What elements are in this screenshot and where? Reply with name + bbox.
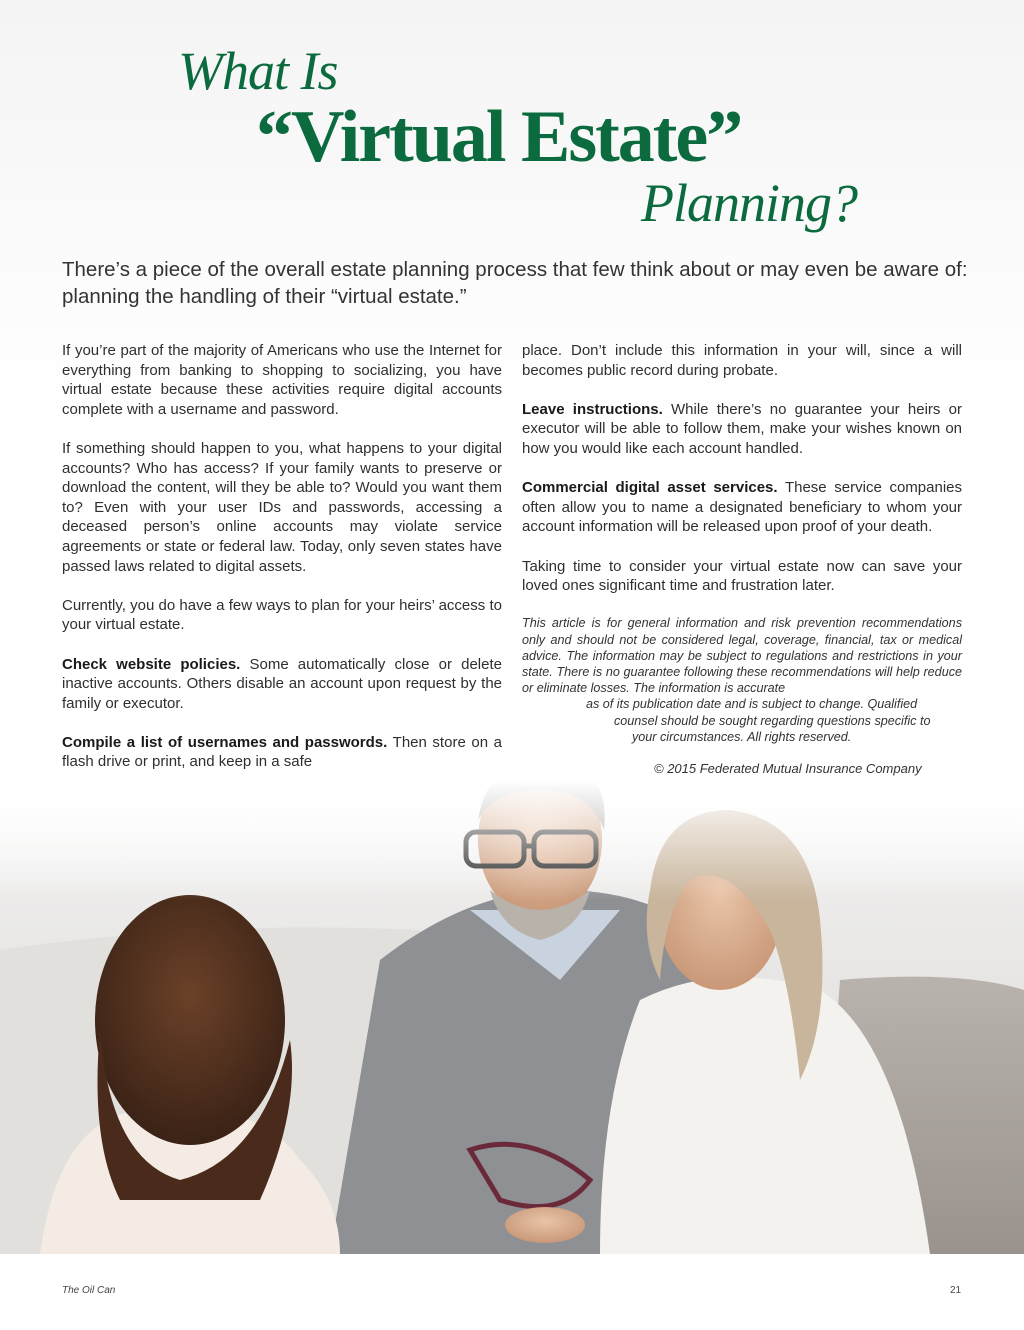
- tip-text: Some automatically close or delete inactive accounts. Others disable an account upon request by the family or executor.: [62, 655, 502, 712]
- right-column: [522, 341, 962, 779]
- publication-name: The Oil Can: [62, 1285, 116, 1296]
- paragraph: [62, 655, 502, 714]
- disclaimer-text: This article is for general information and risk prevention recommendations only and should not be considered legal, coverage, financial, tax or medical advice. The information may be subject to regulations and restrictions in your state. There is no guarantee following these recommendations will help reduce or eliminate losses. The information is accurate: [522, 616, 962, 696]
- couple-consultation-photo: [0, 780, 1024, 1254]
- disclaimer-line: as of its publication date and is subject to change. Qualified: [586, 697, 918, 712]
- disclaimer-line: counsel should be sought regarding questions specific to: [614, 713, 931, 728]
- tip-heading: Leave instructions.: [522, 400, 663, 418]
- tip-text: Then store on a flash drive or print, and keep in a safe: [62, 733, 502, 771]
- paragraph: Taking time to consider your virtual estate now can save your loved ones significant time and frustration later.: [522, 557, 962, 595]
- disclaimer: [522, 615, 962, 745]
- tip-heading: Commercial digital asset services.: [522, 479, 778, 497]
- paragraph: Currently, you do have a few ways to plan for your heirs’ access to your virtual estate.: [62, 596, 502, 634]
- paragraph: [62, 733, 502, 772]
- title-line-virtual-estate: “Virtual Estate”: [256, 96, 742, 178]
- copyright-notice: © 2015 Federated Mutual Insurance Company: [654, 760, 922, 776]
- paragraph: If something should happen to you, what happens to your digital accounts? Who has access? If your family wants to preserve or download the content, will they be able to? Would you want them to? Even with your user IDs and passwords, accessing a deceased person’s online accounts may violate service agreements or state or federal law. Today, only seven states have passed laws related to digital assets.: [62, 439, 502, 575]
- tip-text: While there’s no guarantee your heirs or executor will be able to follow them, make your wishes known on how you would like each account handled.: [522, 400, 962, 457]
- title-line-planning: Planning?: [641, 173, 857, 233]
- paragraph: [522, 400, 962, 459]
- page-number: 21: [950, 1285, 962, 1296]
- disclaimer-line: your circumstances. All rights reserved.: [632, 729, 852, 744]
- left-column: [62, 341, 502, 792]
- tip-heading: Check website policies.: [62, 655, 241, 673]
- paragraph: [522, 478, 962, 537]
- paragraph: If you’re part of the majority of Americans who use the Internet for everything from banking to shopping to socializing, you have virtual estate because these activities require digital accounts complete with a username and password.: [62, 342, 502, 418]
- title-line-what-is: What Is: [178, 41, 338, 101]
- paragraph: place. Don’t include this information in your will, since a will becomes public record during probate.: [522, 342, 962, 379]
- tip-heading: Compile a list of usernames and passwords.: [62, 733, 388, 751]
- tip-text: These service companies often allow you to name a designated beneficiary to whom your account information will be released upon proof of your death.: [522, 479, 962, 536]
- lede-paragraph: There’s a piece of the overall estate planning process that few think about or may even be aware of: planning the handling of their “virtual estate.”: [62, 258, 968, 308]
